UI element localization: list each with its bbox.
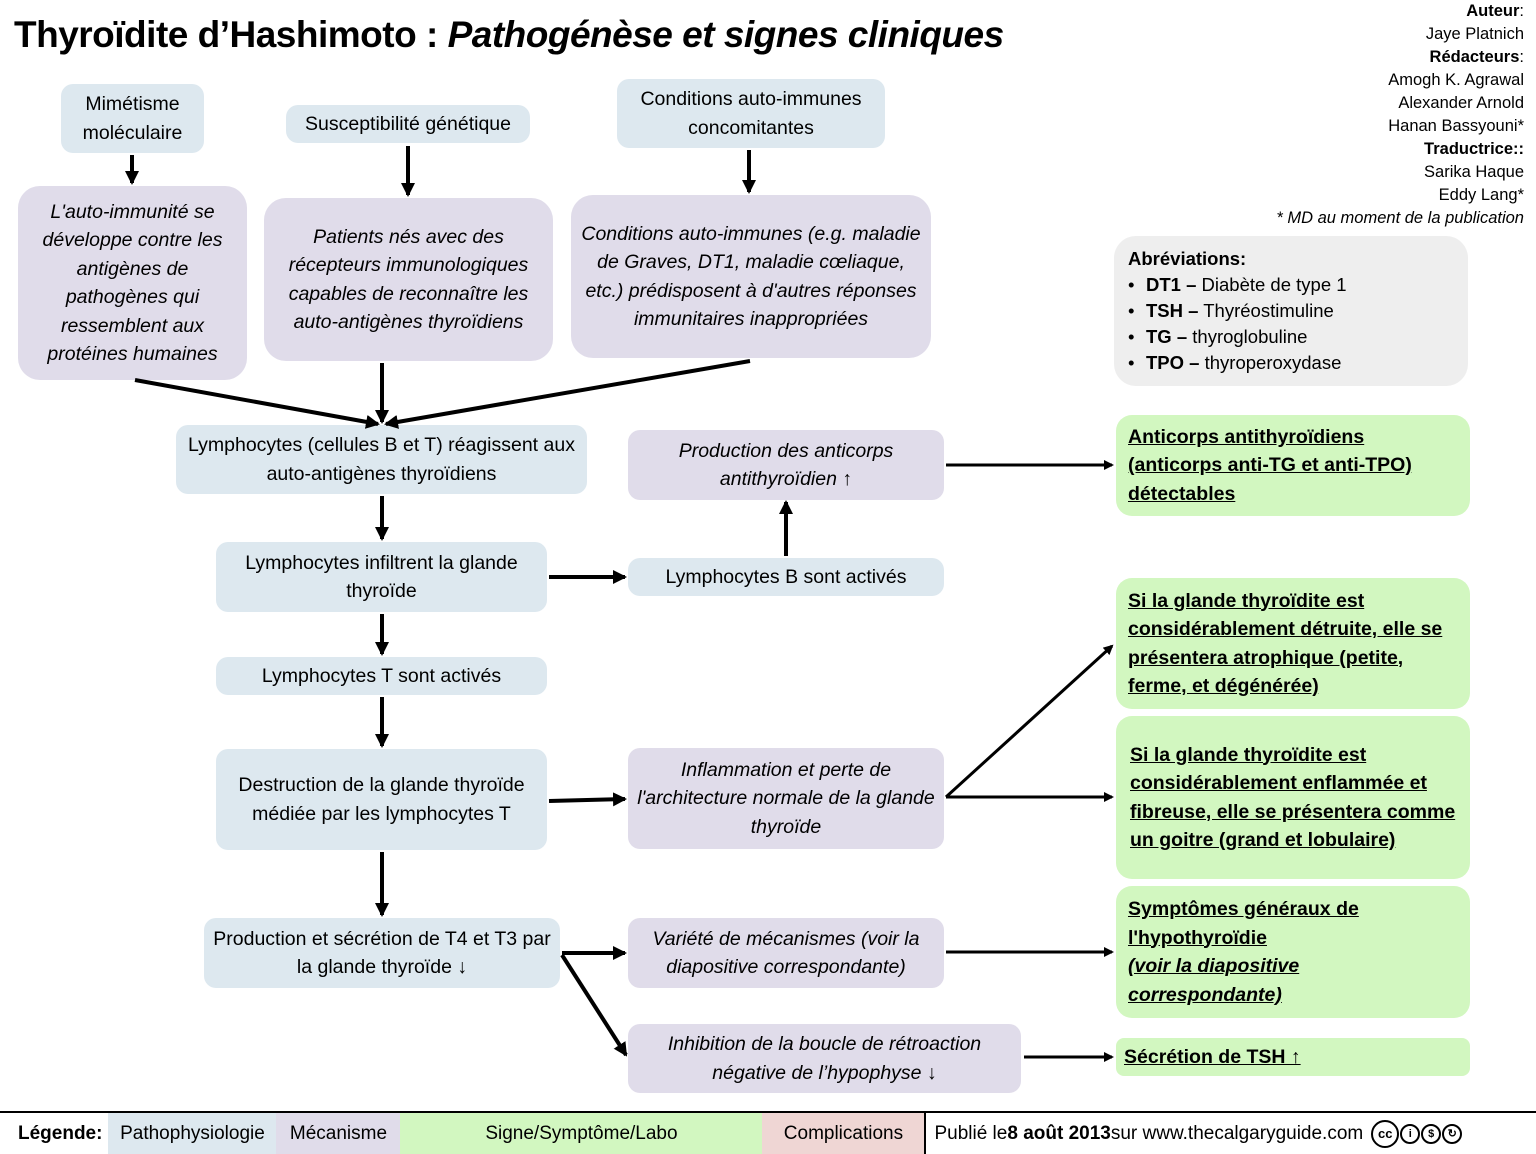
page-subtitle: Pathogénèse et signes cliniques [447,14,1004,55]
sharealike-icon: ↻ [1442,1124,1462,1144]
legend-pathophysiology: Pathophysiologie [108,1113,276,1154]
publication-info: Publié le 8 août 2013 sur www.thecalgaryguide.com cc i $ ↻ [924,1113,1462,1154]
node-t-cell-destruction: Destruction de la glande thyroïde médiée par les lymphocytes T [216,749,547,850]
sign-hypothyroidism-note: (voir la diapositive correspondante) [1128,955,1300,1006]
node-t-cells-activated: Lymphocytes T sont activés [216,657,547,695]
editor-name: Alexander Arnold [1398,94,1524,112]
credits: Auteur: Jaye Platnich Rédacteurs: Amogh K. Agrawal Alexander Arnold Hanan Bassyouni* Traductrice:: Sarika Haque Eddy Lang* * MD au moment de la publication [1276,0,1524,230]
translator-name: Eddy Lang* [1438,186,1524,204]
node-molecular-mimicry: Mimétisme moléculaire [61,84,204,153]
cc-icon: cc [1371,1120,1399,1148]
legend-sign-symptom-lab: Signe/Symptôme/Labo [400,1113,762,1154]
editor-name: Amogh K. Agrawal [1388,71,1524,89]
node-inflammation: Inflammation et perte de l'architecture normale de la glande thyroïde [628,748,944,849]
node-genetic-mechanism: Patients nés avec des récepteurs immunologiques capables de reconnaître les auto-antigènes thyroïdiens [264,198,553,361]
creative-commons-license-icon [1371,1120,1462,1148]
translator-name: Sarika Haque [1424,163,1524,181]
page-title: Thyroïdite d’Hashimoto : Pathogénèse et signes cliniques [14,14,1004,55]
by-attribution-icon: i [1400,1124,1420,1144]
editor-name: Hanan Bassyouni* [1388,117,1524,135]
sign-hypothyroidism: Symptômes généraux de l'hypothyroïdie (voir la diapositive correspondante) [1116,886,1470,1018]
abbreviation-item: • DT1 – Diabète de type 1 [1128,272,1454,298]
node-lymphocytes-react: Lymphocytes (cellules B et T) réagissent aux auto-antigènes thyroïdiens [176,425,587,494]
noncommercial-icon: $ [1421,1124,1441,1144]
sign-tsh-secretion: Sécrétion de TSH ↑ [1116,1038,1470,1076]
node-genetic-susceptibility: Susceptibilité génétique [286,105,530,143]
footer [0,1111,1536,1154]
node-variety-mechanisms: Variété de mécanismes (voir la diapositive correspondante) [628,918,944,988]
node-antibody-production: Production des anticorps antithyroïdien ↑ [628,430,944,500]
abbreviations-panel [1114,236,1468,386]
legend-complications: Complications [762,1113,924,1154]
node-concomitant-mechanism: Conditions auto-immunes (e.g. maladie de Graves, DT1, maladie cœliaque, etc.) prédisposent à d'autres réponses immunitaires inappropriées [571,195,931,358]
publication-date: 8 août 2013 [1007,1122,1111,1144]
credits-note: * MD au moment de la publication [1276,209,1524,227]
abbreviation-item: • TPO – thyroperoxydase [1128,350,1454,376]
legend-mechanism: Mécanisme [276,1113,400,1154]
node-feedback-inhibition: Inhibition de la boucle de rétroaction négative de l’hypophyse ↓ [628,1024,1021,1093]
node-mimicry-mechanism: L'auto-immunité se développe contre les antigènes de pathogènes qui ressemblent aux protéines humaines [18,186,247,380]
author-name: Jaye Platnich [1425,25,1524,43]
node-t4-t3-production: Production et sécrétion de T4 et T3 par la glande thyroïde ↓ [204,918,560,988]
legend-label: Légende: [18,1122,103,1144]
abbreviation-item: • TSH – Thyréostimuline [1128,298,1454,324]
node-b-cells-activated: Lymphocytes B sont activés [628,558,944,596]
sign-antithyroid-antibodies: Anticorps antithyroïdiens (anticorps anti-TG et anti-TPO) détectables [1116,415,1470,516]
sign-goitre: Si la glande thyroïdite est considérablement enflammée et fibreuse, elle se présentera comme un goitre (grand et lobulaire) [1116,716,1470,879]
abbreviations-heading: Abréviations: [1128,248,1247,269]
abbreviation-item: • TG – thyroglobuline [1128,324,1454,350]
sign-atrophic-gland: Si la glande thyroïdite est considérablement détruite, elle se présentera atrophique (petite, ferme, et dégénérée) [1116,578,1470,709]
website-link[interactable]: sur www.thecalgaryguide.com [1110,1122,1364,1144]
node-lymphocytes-infiltrate: Lymphocytes infiltrent la glande thyroïde [216,542,547,612]
node-concomitant-autoimmune: Conditions auto-immunes concomitantes [617,79,885,148]
